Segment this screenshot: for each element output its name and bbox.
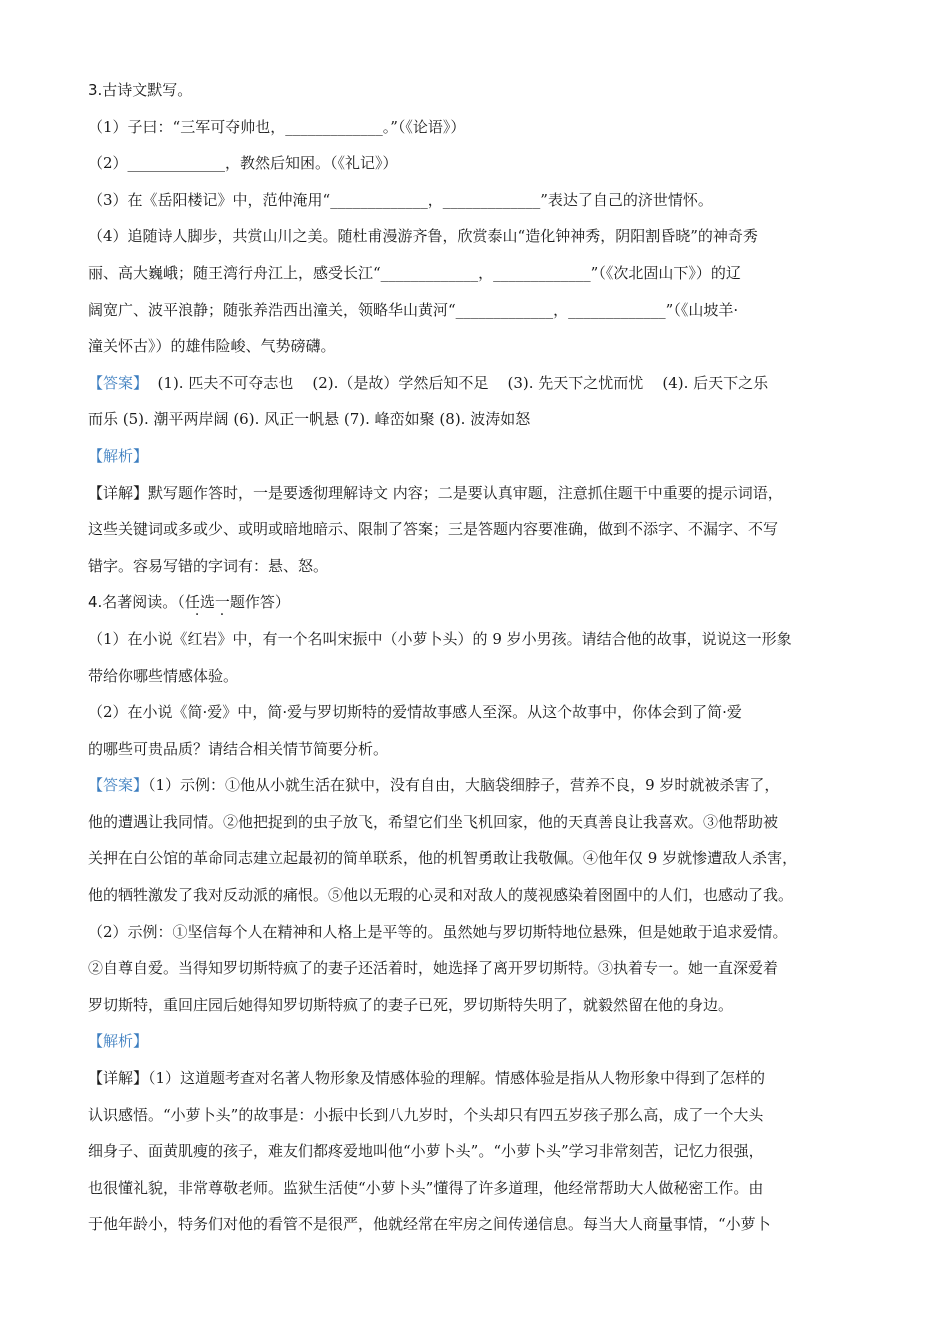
q4-answer-line-1 — [88, 767, 878, 804]
q4-answer-line-2: 他的遭遇让我同情。②他把捉到的虫子放飞，希望它们坐飞机回家，他的天真善良让我喜欢。③他帮助被 — [88, 812, 779, 831]
q4-detail-line-3: 细身子、面黄肌瘦的孩子，难友们都疼爱地叫他“小萝卜头”。“小萝卜头”学习非常刻苦，记忆力很强， — [88, 1142, 764, 1161]
q4-answer-line-5: （2）示例：①坚信每个人在精神和人格上是平等的。虽然她与罗切斯特地位悬殊，但是她敢于追求爱情。 — [88, 922, 788, 941]
q3-answer-line-2: 而乐 (5). 潮平两岸阔 (6). 风正一帆悬 (7). 峰峦如聚 (8). 波涛如怒 — [88, 410, 531, 429]
q3-item-4-line-2: 丽、高大巍峨；随王湾行舟江上，感受长江“_____________，_____________”（《次北固山下》）的辽 — [88, 263, 741, 282]
question-4-title — [88, 584, 878, 621]
q3-item-3: （3）在《岳阳楼记》中，范仲淹用“_____________，_____________”表达了自己的济世情怀。 — [88, 190, 713, 209]
answer-tag: 【答案】 — [88, 373, 149, 392]
q4-title-suffix: 作答） — [244, 593, 290, 612]
q4-detail-line-5: 于他年龄小，特务们对他的看管不是很严，他就经常在牢房之间传递信息。每当大人商量事情，“小萝卜 — [88, 1215, 771, 1234]
q3-answer-text-1: (1). 匹夫不可夺志也 (2).（是故）学然后知不足 (3). 先天下之忧而忧 (4). 后天下之乐 — [148, 373, 769, 392]
q3-detail-line-1: 【详解】默写题作答时，一是要透彻理解诗文 内容；二是要认真审题，注意抓住题干中重要的提示词语， — [88, 483, 783, 502]
q4-title-emphasis: 任选一题 · · — [185, 584, 245, 621]
q3-item-1: （1）子曰：“三军可夺帅也，_____________。”（《论语》） — [88, 117, 466, 136]
answer-tag: 【答案】 — [88, 776, 149, 795]
q3-detail-line-2: 这些关键词或多或少、或明或暗地暗示、限制了答案；三是答题内容要准确，做到不添字、不漏字、不写 — [88, 520, 779, 539]
q3-item-4-line-1: （4）追随诗人脚步，共赏山川之美。随杜甫漫游齐鲁，欣赏泰山“造化钟神秀，阴阳割昏晓”的神奇秀 — [88, 227, 758, 246]
q4-analysis-tag: 【解析】 — [88, 1032, 149, 1051]
q3-analysis-tag: 【解析】 — [88, 446, 149, 465]
question-3-title: 3.古诗文默写。 — [88, 81, 193, 99]
q3-item-4-line-3: 阔宽广、波平浪静；随张养浩西出潼关，领略华山黄河“_____________，_____________”（《山坡羊· — [88, 300, 739, 319]
q3-item-2: （2）_____________，教然后知困。（《礼记》） — [88, 154, 398, 173]
q4-detail-line-1: 【详解】（1）这道题考查对名著人物形象及情感体验的理解。情感体验是指从人物形象中得到了怎样的 — [88, 1069, 766, 1088]
q4-answer-line-4: 他的牺牲激发了我对反动派的痛恨。⑤他以无瑕的心灵和对敌人的蔑视感染着囹圄中的人们，也感动了我。 — [88, 886, 794, 905]
q4-detail-line-2: 认识感悟。“小萝卜头”的故事是：小振中长到八九岁时，个头却只有四五岁孩子那么高，成了一个大头 — [88, 1105, 764, 1124]
q4-answer-line-3: 关押在白公馆的革命同志建立起最初的简单联系，他的机智勇敢让我敬佩。④他年仅 9 岁就惨遭敌人杀害， — [88, 849, 798, 868]
q4-answer-line-7: 罗切斯特，重回庄园后她得知罗切斯特疯了的妻子已死，罗切斯特失明了，就毅然留在他的身边。 — [88, 995, 734, 1014]
q4-detail-line-4: 也很懂礼貌，非常尊敬老师。监狱生活使“小萝卜头”懂得了许多道理，他经常帮助大人做秘密工作。由 — [88, 1178, 764, 1197]
q4-title-prefix: 4.名著阅读。（ — [88, 593, 185, 612]
document-page — [88, 72, 878, 1243]
q3-item-4-line-4: 潼关怀古》）的雄伟险峻、气势磅礴。 — [88, 337, 336, 356]
q4-item-line-4: 的哪些可贵品质？请结合相关情节简要分析。 — [88, 739, 389, 758]
q3-answer-line-1 — [88, 365, 878, 402]
q3-detail-line-3: 错字。容易写错的字词有：悬、怒。 — [88, 556, 329, 575]
q4-item-line-2: 带给你哪些情感体验。 — [88, 666, 239, 685]
q4-answer-first: （1）示例：①他从小就生活在狱中，没有自由，大脑袋细脖子，营养不良，9 岁时就被杀害了， — [148, 776, 780, 795]
q4-item-line-1: （1）在小说《红岩》中，有一个名叫宋振中（小萝卜头）的 9 岁小男孩。请结合他的故事，说说这一形象 — [88, 629, 792, 648]
q4-item-line-3: （2）在小说《简·爱》中，简·爱与罗切斯特的爱情故事感人至深。从这个故事中，你体会到了简·爱 — [88, 703, 742, 722]
q4-answer-line-6: ②自尊自爱。当得知罗切斯特疯了的妻子还活着时，她选择了离开罗切斯特。③执着专一。她一直深爱着 — [88, 959, 779, 978]
